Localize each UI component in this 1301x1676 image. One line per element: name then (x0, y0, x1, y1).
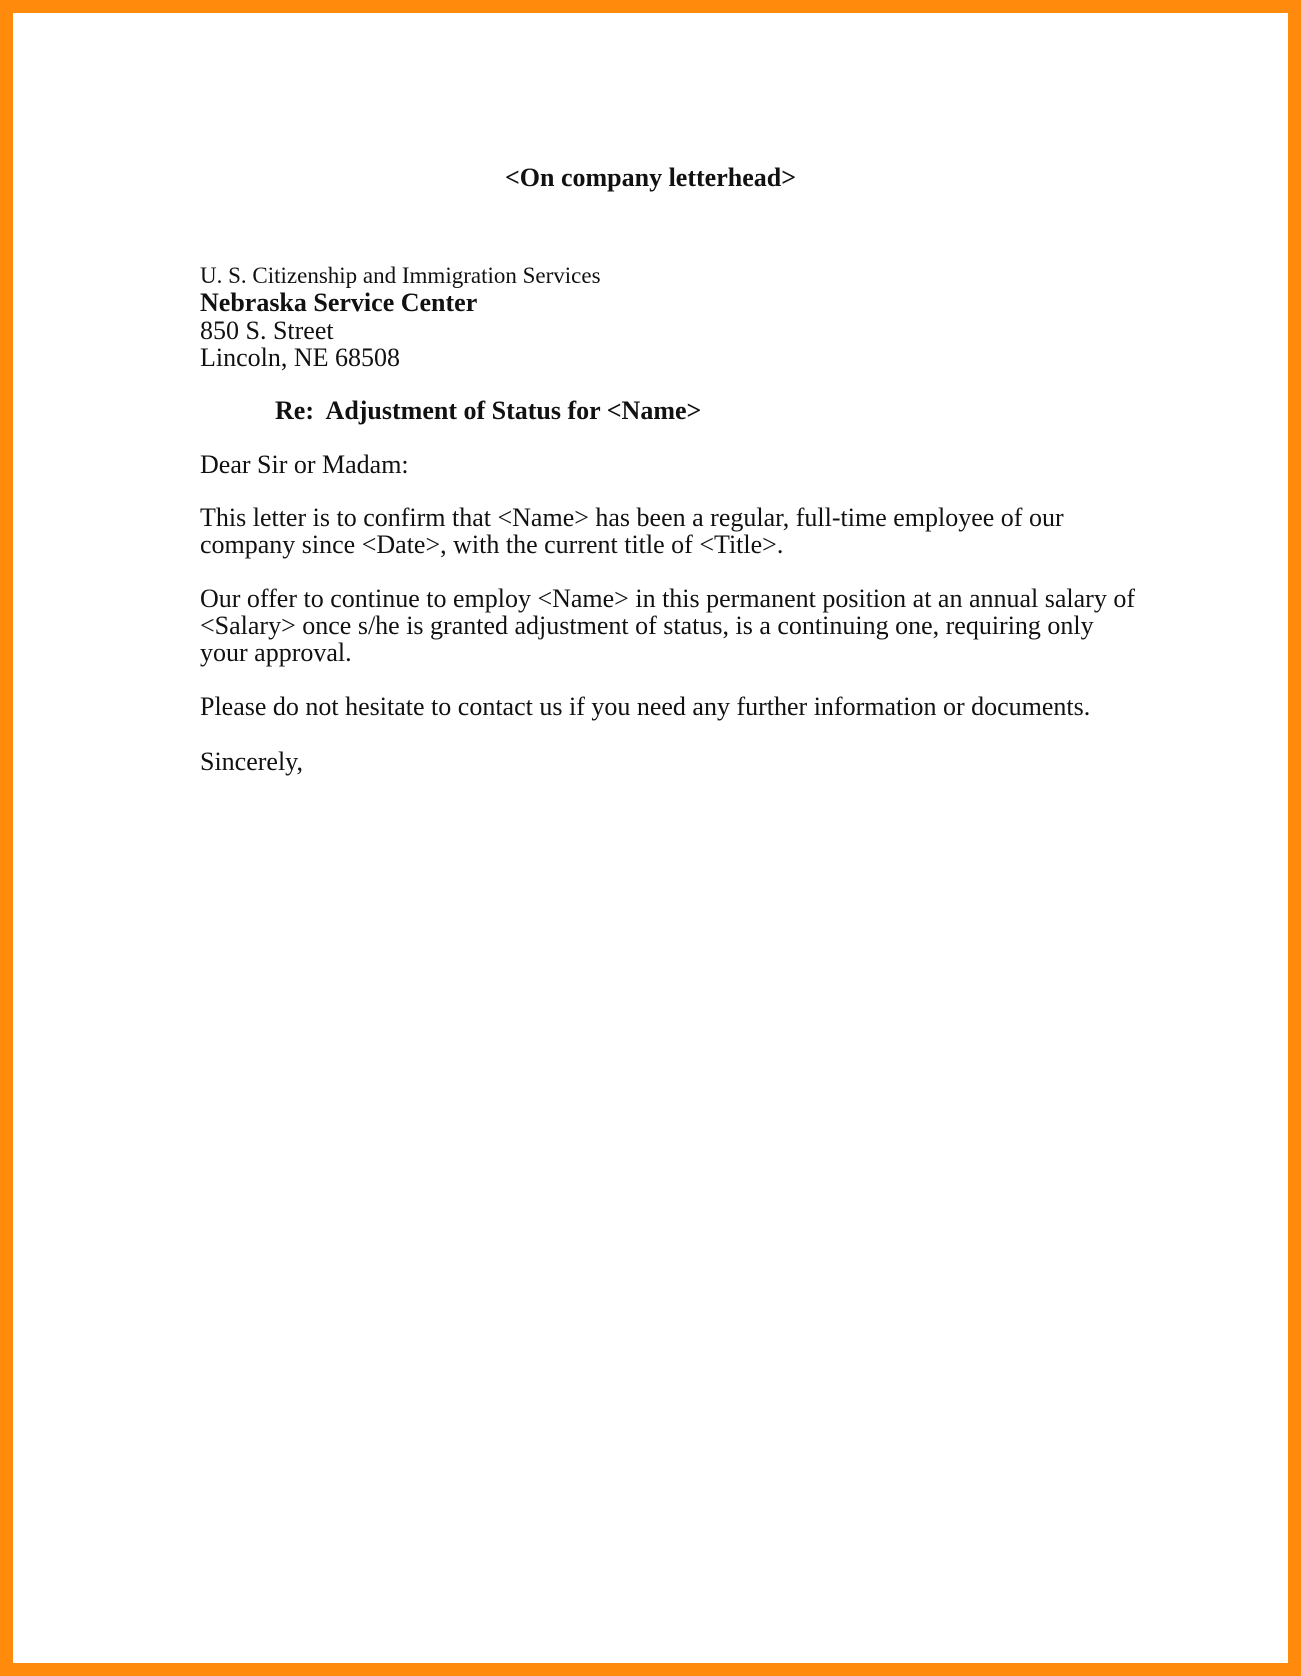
body-paragraph-offer (200, 585, 1135, 666)
paragraph-line: company since <Date>, with the current title of <Title>. (200, 530, 784, 559)
letter-document (13, 13, 1288, 1663)
body-paragraph-employment (200, 504, 1064, 558)
paragraph-line: Please do not hesitate to contact us if you need any further information or documents. (200, 692, 1091, 721)
salutation: Dear Sir or Madam: (200, 450, 409, 479)
letterhead-placeholder: <On company letterhead> (504, 163, 797, 192)
paragraph-line: This letter is to confirm that <Name> has been a regular, full-time employee of our (200, 503, 1064, 532)
closing: Sincerely, (200, 747, 303, 776)
recipient-organization: U. S. Citizenship and Immigration Services (200, 263, 601, 288)
paragraph-line: Our offer to continue to employ <Name> in this permanent position at an annual salary of (200, 584, 1135, 613)
recipient-street: 850 S. Street (200, 316, 334, 345)
recipient-city-state-zip: Lincoln, NE 68508 (200, 343, 401, 372)
body-paragraph-contact (200, 693, 1090, 720)
paragraph-line: <Salary> once s/he is granted adjustment of status, is a continuing one, requiring only (200, 611, 1094, 640)
subject-line: Re: Adjustment of Status for <Name> (275, 396, 702, 425)
paragraph-line: your approval. (200, 638, 352, 667)
recipient-name: Nebraska Service Center (200, 288, 478, 317)
